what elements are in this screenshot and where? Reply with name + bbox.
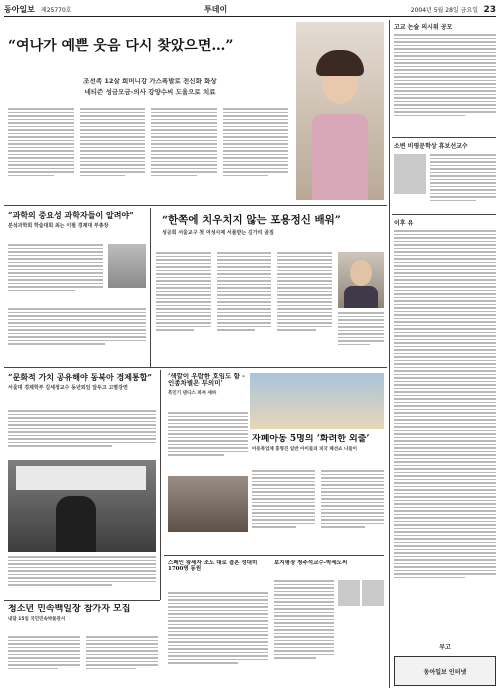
bottom-right-headline-block — [274, 560, 384, 576]
lead-subheads — [40, 78, 260, 102]
sidebar-body-1 — [394, 34, 496, 134]
lead-photo-girl — [296, 22, 384, 200]
speaker-shape — [56, 496, 96, 552]
service-subhead: 성공회 서울교구 첫 여성사제 서품받는 김가리 골짐 — [162, 230, 274, 237]
rule-youth — [4, 600, 160, 601]
bottom-portrait-2 — [362, 580, 384, 606]
newspaper-logo: 동아일보 — [4, 4, 35, 14]
sidebar-title-4: 부고 — [439, 644, 451, 651]
page-number: 23 — [483, 4, 496, 15]
sidebar-title-1-block — [394, 22, 496, 32]
lead-headline-block — [8, 38, 288, 60]
rule-vertical-science — [150, 208, 151, 368]
science-body-1 — [8, 244, 103, 304]
dolls-body — [252, 470, 384, 550]
rule-sidebar — [389, 20, 390, 688]
youth-headline-block — [8, 604, 158, 634]
culture-subhead: 서울대 경제학부 김세정교수 동년퇴임 앞두고 고별강연 — [8, 385, 128, 392]
service-headline: “한쪽에 치우치지 않는 포용정신 배워” — [162, 214, 341, 226]
rule-sidebar-1 — [392, 137, 496, 138]
hair-shape — [316, 50, 364, 76]
lead-subhead-1: 조선족 12살 희머니강 가스폭발로 전신화 화상 — [83, 78, 217, 85]
sidebar-title-1: 고교 논술 의시워 공모 — [394, 24, 453, 31]
sidebar-title-2-block — [394, 141, 496, 151]
sidebar-body-2 — [430, 154, 496, 210]
sidebar-portrait — [394, 154, 426, 194]
issue-number: 제25770호 — [40, 7, 72, 14]
science-portrait — [108, 244, 146, 288]
youth-subhead: 내달 15일 국민민속박물관서 — [8, 617, 66, 623]
rule-lead — [4, 205, 387, 206]
bottom-right-body — [274, 580, 334, 680]
sidebar-title-4-block — [394, 642, 496, 652]
sisters-headline-block — [168, 373, 248, 409]
lead-body — [8, 108, 288, 203]
culture-photo-lecture — [8, 460, 156, 552]
sidebar-title-2: 소변 비평문학상 휴보선교수 — [394, 143, 468, 150]
culture-body-1 — [8, 410, 156, 456]
sisters-headline: ‘색깔이 우람한 호임도 함 -인종차별은 무의미’ — [168, 373, 245, 388]
service-headline-block — [162, 214, 384, 248]
rule-mid — [4, 367, 387, 368]
lead-subhead-2: 네티즌 성금모금-의사 강양수씨 도움으로 치료 — [84, 87, 216, 96]
issue-date: 2004년 5월 28일 금요일 — [410, 7, 478, 14]
dolls-headline: 자폐아동 5명의 ‘화려한 외출’ — [252, 434, 370, 444]
rule-sidebar-2 — [392, 214, 496, 215]
lead-headline: “여나가 예쁜 웃음 다시 찾았으면…” — [8, 38, 234, 54]
rule-bottom-mid — [164, 555, 384, 556]
sisters-body — [168, 412, 248, 472]
sidebar-body-3 — [394, 230, 496, 640]
culture-headline-block — [8, 373, 156, 407]
sidebar-title-3-block — [394, 218, 496, 228]
culture-body-2 — [8, 556, 156, 596]
service-portrait — [338, 252, 384, 308]
dolls-photo — [168, 476, 248, 532]
sisters-photo — [250, 373, 384, 429]
clothes-shape — [312, 114, 368, 200]
service-body-side — [338, 312, 384, 362]
bottom-right-headline: 보지평장 청주석교수-박세도씨 — [274, 560, 348, 566]
youth-body — [8, 636, 158, 682]
science-headline-block — [8, 211, 146, 241]
dolls-headline-block — [252, 434, 384, 468]
culture-headline: “문화적 가치 공유해야 동북아 경제통합” — [8, 373, 152, 382]
sisters-subhead: 흑인기 댄디스 퍼져 세바 — [168, 390, 217, 396]
lead-body-col-1 — [8, 108, 74, 203]
lead-body-col-4 — [223, 108, 289, 203]
banner-shape — [16, 466, 146, 490]
section-title: 투데이 — [204, 5, 228, 14]
lead-body-col-3 — [151, 108, 217, 203]
service-body — [156, 252, 332, 362]
sidebar-ad-label: 동아일보 인터넷 — [423, 668, 467, 676]
science-headline: “과학의 중요성 과학자들이 알려야” — [8, 211, 134, 220]
sidebar-title-3: 이후 유 — [394, 220, 414, 227]
bottom-mid-headline-block — [168, 560, 268, 590]
science-body-2 — [8, 308, 146, 358]
lead-body-col-2 — [80, 108, 146, 203]
rule-vertical-culture — [160, 370, 161, 600]
dolls-subhead: 아동복업체 홍형진 일반 아이들과 피국 패션쇼 나들이 — [252, 447, 358, 453]
youth-headline: 청소년 민속백일장 참가자 모집 — [8, 604, 131, 614]
masthead — [4, 3, 496, 17]
bottom-portrait-1 — [338, 580, 360, 606]
science-subhead: 분석과학회 학술대회 최는 이필 경제대 부총장 — [8, 223, 109, 230]
bottom-mid-headline: 스페인 왕세자 조도 대로 결혼 성대히 1700명 동원 — [168, 560, 258, 573]
bottom-mid-body — [168, 592, 268, 682]
sidebar-ad[interactable] — [394, 656, 496, 686]
